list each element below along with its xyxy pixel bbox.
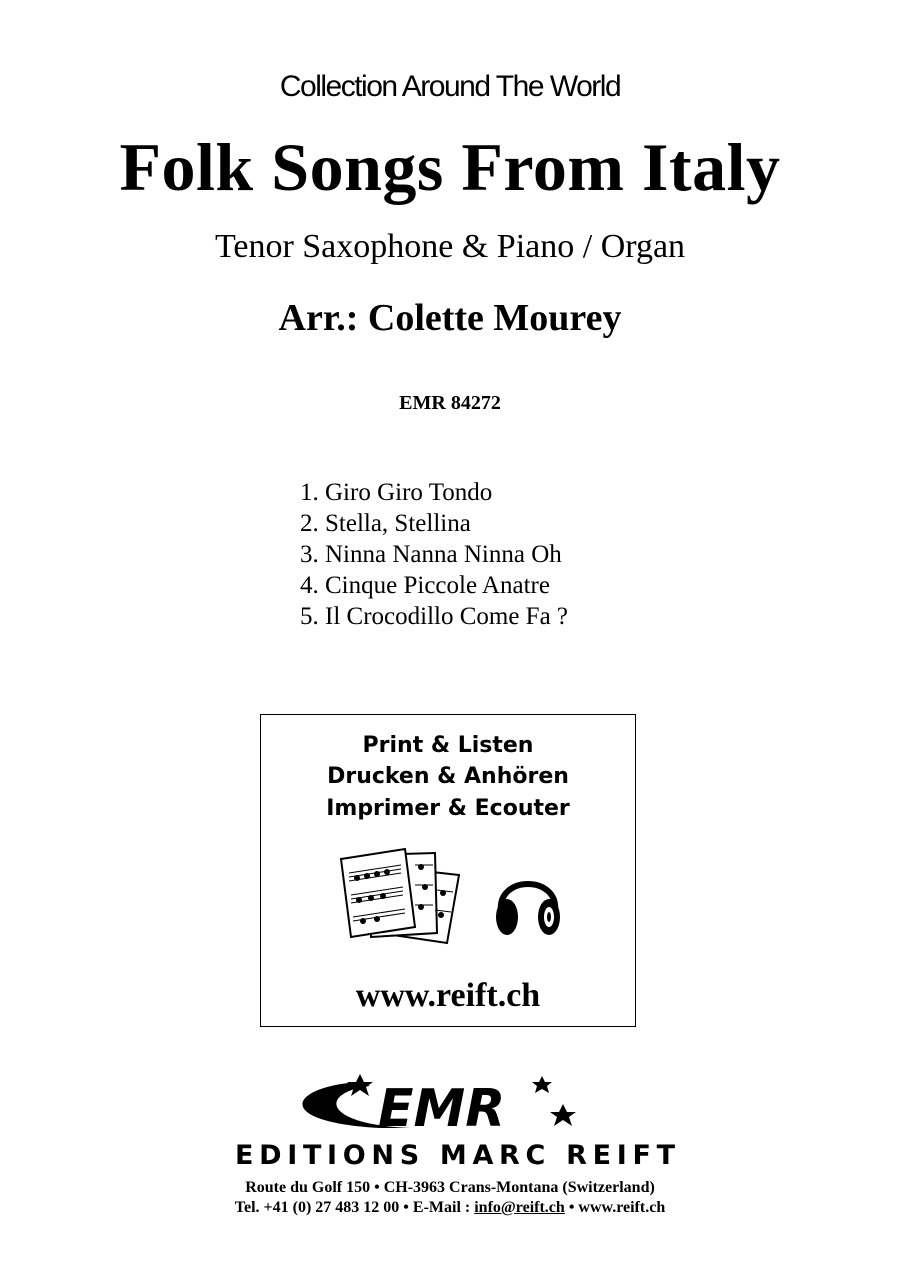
song-list [300,477,568,632]
catalog-code: EMR 84272 [399,392,501,414]
promo-line-german: Drucken & Anhören [327,764,569,789]
publisher-address: Route du Golf 150 • CH-3963 Crans-Montana (Switzerland) [245,1179,655,1196]
promo-website-link[interactable]: www.reift.ch [355,977,541,1014]
song-item: 2. Stella, Stellina [300,510,471,537]
editions-marc-reift-logo [230,1072,680,1172]
publisher-contact [0,1199,900,1217]
promo-line-english: Print & Listen [362,733,534,758]
publisher-website[interactable]: • www.reift.ch [564,1199,666,1216]
instrumentation: Tenor Saxophone & Piano / Organ [214,228,686,265]
promo-line-french: Imprimer & Ecouter [326,796,570,821]
song-item: 5. Il Crocodillo Come Fa ? [300,603,569,630]
song-item: 4. Cinque Piccole Anatre [300,572,550,599]
song-item: 1. Giro Giro Tondo [300,479,493,506]
headphones-icon [493,865,563,941]
logo-wordmark: EMR [378,1079,506,1139]
publisher-phone: Tel. +41 (0) 27 483 12 00 • E-Mail : [234,1199,475,1216]
publisher-name: EDITIONS MARC REIFT [235,1140,675,1171]
page-title: Folk Songs From Italy [119,129,781,205]
arranger: Arr.: Colette Mourey [278,297,622,339]
sheet-music-icon [337,845,467,945]
song-item: 3. Ninna Nanna Ninna Oh [300,541,562,568]
collection-name: Collection Around The World [279,70,621,103]
email-link[interactable]: info@reift.ch [474,1199,565,1216]
print-listen-box [260,714,636,1027]
